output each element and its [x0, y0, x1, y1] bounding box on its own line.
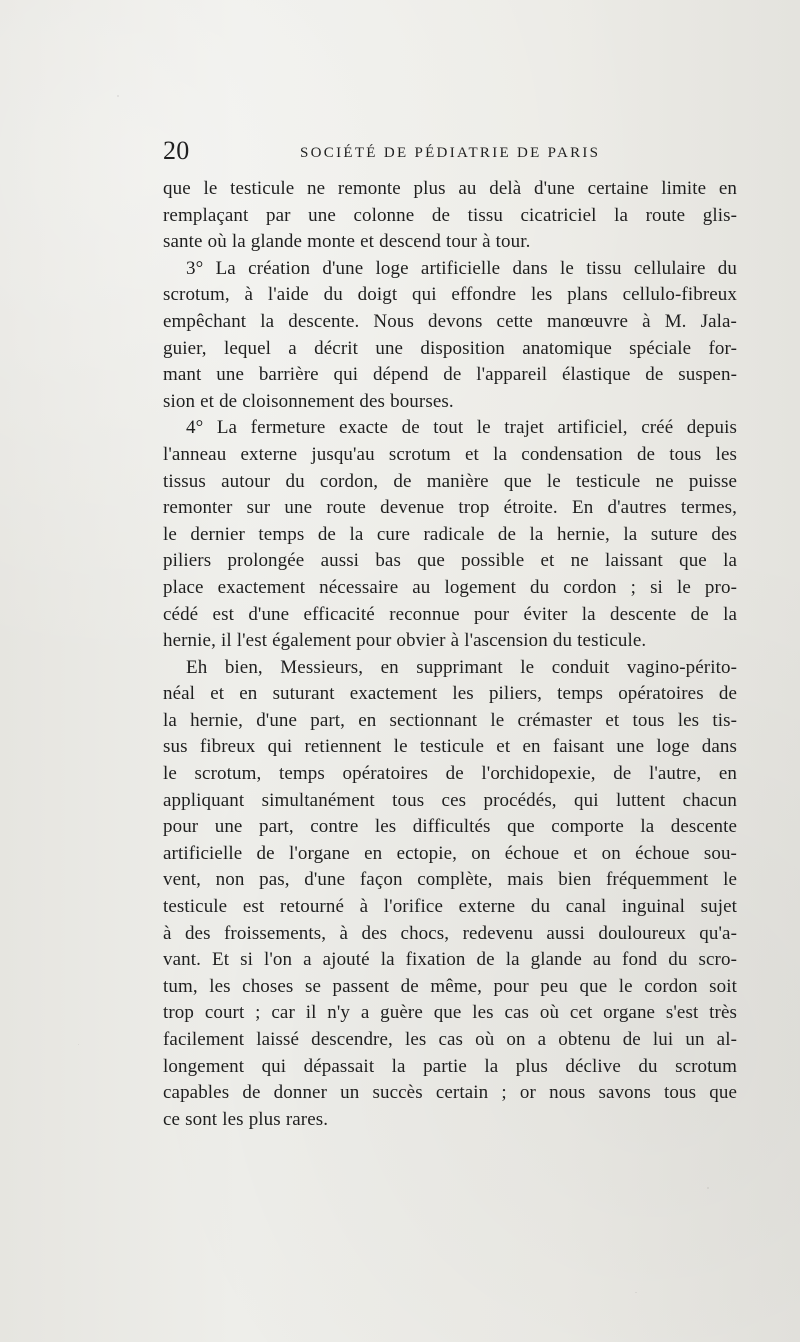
running-head: SOCIÉTÉ DE PÉDIATRIE DE PARIS [300, 145, 601, 161]
text-line: cédé est d'une efficacité reconnue pour éviter la descente de la [163, 603, 737, 625]
text-line: vent, non pas, d'une façon complète, mais bien fréquemment le [163, 869, 737, 891]
text-line: le dernier temps de la cure radicale de la hernie, la suture des [163, 523, 737, 545]
text-line: Eh bien, Messieurs, en supprimant le conduit vagino-périto- [186, 656, 737, 678]
text-line: sion et de cloisonnement des bourses. [163, 390, 454, 412]
text-line: hernie, il l'est également pour obvier à l'ascension du testicule. [163, 630, 647, 652]
text-line: tum, les choses se passent de même, pour peu que le cordon soit [163, 975, 737, 997]
text-line: trop court ; car il n'y a guère que les cas où cet organe s'est très [163, 1002, 737, 1024]
text-line: guier, lequel a décrit une disposition anatomique spéciale for- [163, 337, 737, 359]
text-line: pour une part, contre les difficultés que comporte la descente [163, 816, 737, 838]
text-line: empêchant la descente. Nous devons cette manœuvre à M. Jala- [163, 310, 737, 332]
text-line: sante où la glande monte et descend tour à tour. [163, 231, 531, 253]
text-line: piliers prolongée aussi bas que possible et ne laissant que la [163, 550, 737, 572]
text-line: appliquant simultanément tous ces procédés, qui luttent chacun [163, 789, 737, 811]
text-line: place exactement nécessaire au logement du cordon ; si le pro- [163, 576, 737, 598]
text-line: remplaçant par une colonne de tissu cicatriciel la route glis- [163, 204, 737, 226]
paper-speck [78, 1044, 79, 1045]
paper-speck [635, 1292, 637, 1293]
text-line: la hernie, d'une part, en sectionnant le crémaster et tous les tis- [163, 709, 737, 731]
body-text [163, 176, 737, 1133]
text-line: le scrotum, temps opératoires de l'orchidopexie, de l'autre, en [163, 763, 737, 785]
text-line: tissus autour du cordon, de manière que le testicule ne puisse [163, 470, 737, 492]
text-line: l'anneau externe jusqu'au scrotum et la condensation de tous les [163, 443, 737, 465]
text-line: remonter sur une route devenue trop étroite. En d'autres termes, [163, 497, 737, 519]
page-header [163, 138, 737, 172]
text-line: scrotum, à l'aide du doigt qui effondre les plans cellulo-fibreux [163, 284, 737, 306]
text-line: capables de donner un succès certain ; or nous savons tous que [163, 1082, 737, 1104]
text-line: à des froissements, à des chocs, redevenu aussi douloureux qu'a- [163, 922, 737, 944]
text-line: facilement laissé descendre, les cas où on a obtenu de lui un al- [163, 1029, 737, 1050]
text-line: longement qui dépassait la partie la plus déclive du scrotum [163, 1055, 737, 1077]
paper-speck [707, 1187, 709, 1189]
paper-speck [117, 95, 119, 97]
text-line: néal et en suturant exactement les piliers, temps opératoires de [163, 683, 737, 705]
text-line: mant une barrière qui dépend de l'appareil élastique de suspen- [163, 364, 737, 386]
text-line: sus fibreux qui retiennent le testicule et en faisant une loge dans [163, 736, 737, 758]
text-line: 3° La création d'une loge artificielle dans le tissu cellulaire du [186, 257, 737, 279]
text-line: vant. Et si l'on a ajouté la fixation de la glande au fond du scro- [163, 949, 737, 971]
text-line: artificielle de l'organe en ectopie, on échoue et on échoue sou- [163, 842, 737, 864]
text-line: 4° La fermeture exacte de tout le trajet artificiel, créé depuis [186, 417, 737, 439]
text-line: que le testicule ne remonte plus au delà d'une certaine limite en [163, 178, 737, 199]
page-number: 20 [163, 136, 190, 165]
text-line: testicule est retourné à l'orifice externe du canal inguinal sujet [163, 896, 737, 918]
text-line: ce sont les plus rares. [163, 1108, 329, 1130]
